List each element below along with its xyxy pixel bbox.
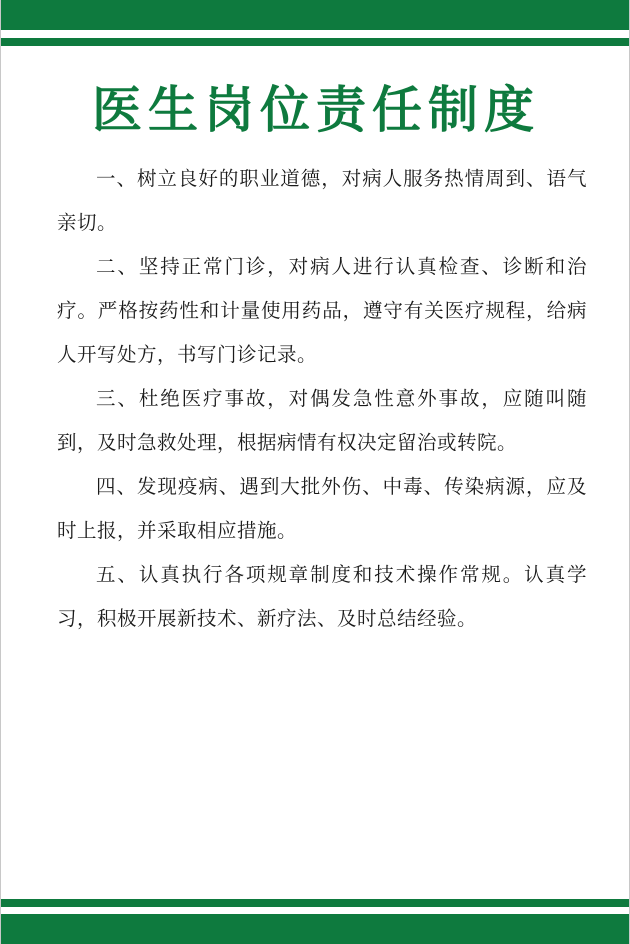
- clause-3: 三、杜绝医疗事故，对偶发急性意外事故，应随叫随到，及时急救处理，根据病情有权决定留治或转院。: [57, 387, 587, 454]
- clause-2: 二、坚持正常门诊，对病人进行认真检查、诊断和治疗。严格按药性和计量使用药品，遵守有关医疗规程，给病人开写处方，书写门诊记录。: [57, 255, 587, 366]
- clause-1: 一、树立良好的职业道德，对病人服务热情周到、语气亲切。: [57, 167, 587, 234]
- bottom-green-band: [1, 914, 630, 944]
- clause-4: 四、发现疫病、遇到大批外伤、中毒、传染病源，应及时上报，并采取相应措施。: [57, 475, 587, 542]
- bottom-green-stripe: [1, 899, 630, 907]
- regulation-body: [57, 157, 587, 641]
- page-title: 医生岗位责任制度: [92, 81, 540, 139]
- top-green-stripe: [1, 38, 630, 46]
- clause-5: 五、认真执行各项规章制度和技术操作常规。认真学习，积极开展新技术、新疗法、及时总结经验。: [57, 563, 587, 630]
- top-green-band: [1, 0, 630, 30]
